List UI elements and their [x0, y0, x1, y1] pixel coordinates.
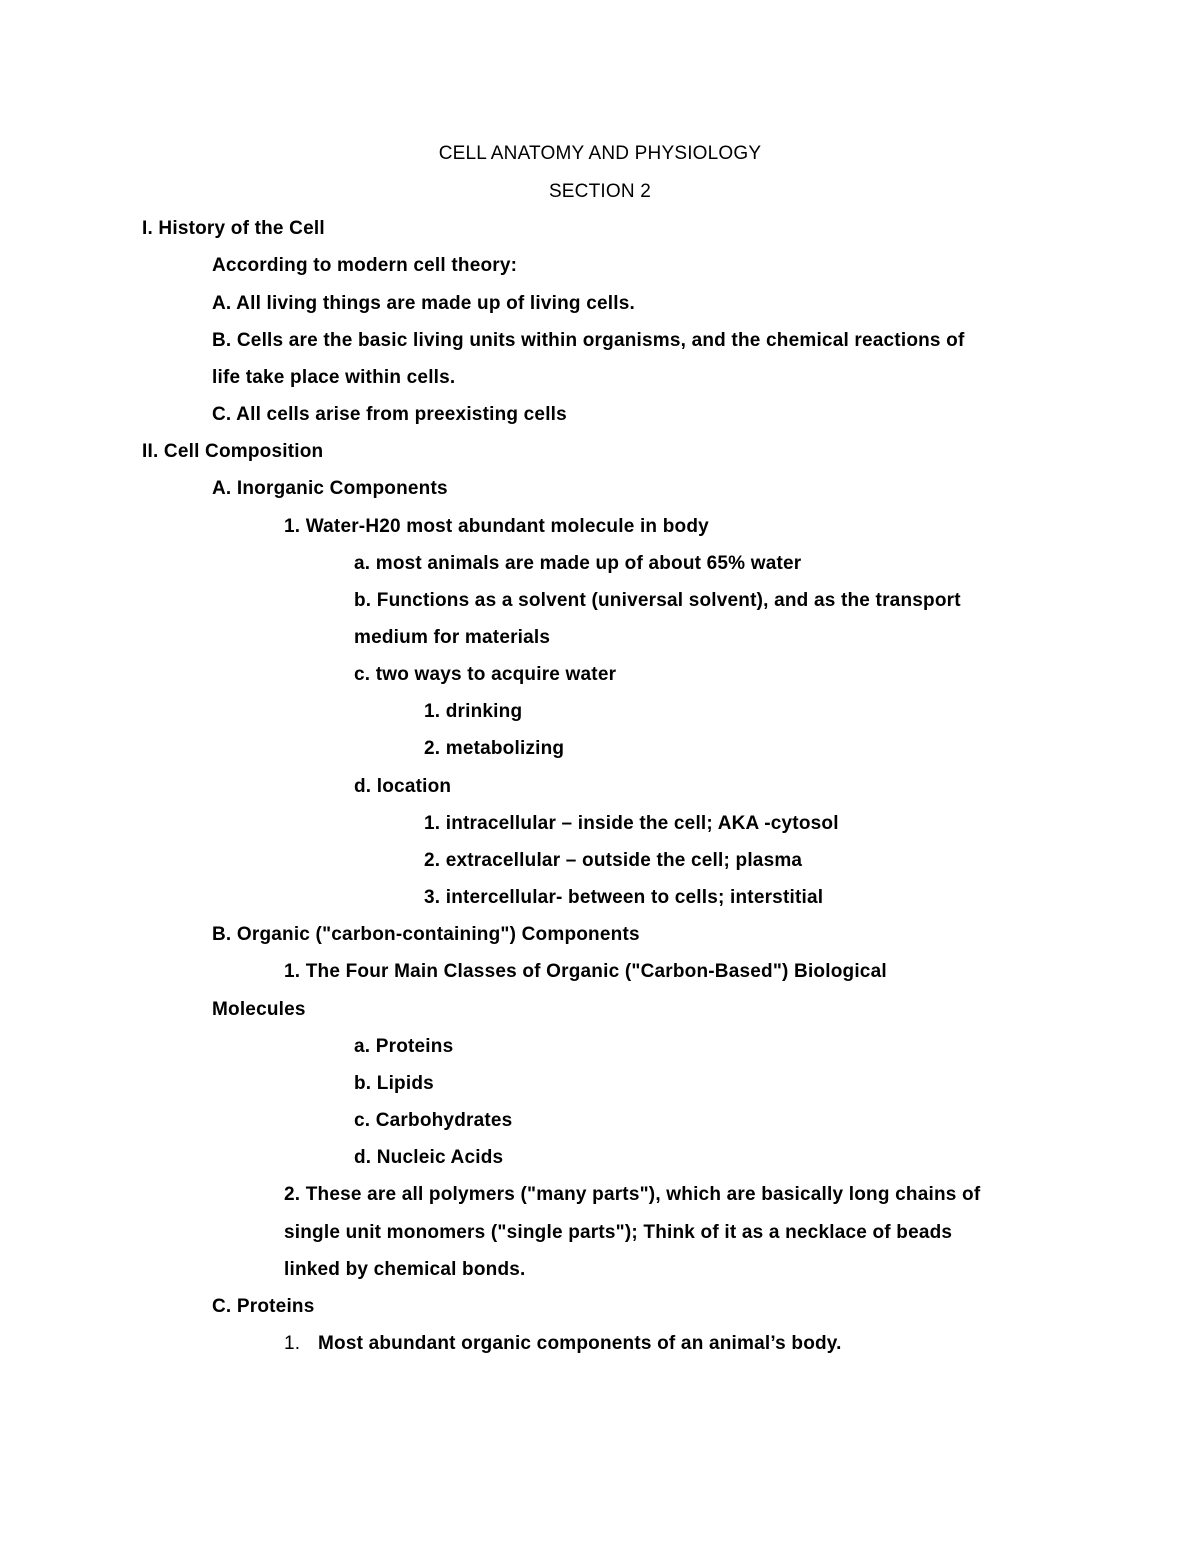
text-line: b. Functions as a solvent (universal solvent), and as the transport: [354, 590, 961, 611]
text-line: 2. These are all polymers ("many parts"), which are basically long chains of: [284, 1184, 981, 1205]
text-line: medium for materials: [354, 627, 551, 648]
text-line: Molecules: [212, 999, 306, 1020]
text-line: a. Proteins: [354, 1036, 454, 1057]
document-title: CELL ANATOMY AND PHYSIOLOGY: [438, 143, 762, 164]
text-line: d. location: [354, 776, 452, 797]
heading-history-of-cell: I. History of the Cell: [142, 218, 325, 239]
text-line: c. Carbohydrates: [354, 1110, 513, 1131]
text-line: a. most animals are made up of about 65% water: [354, 553, 802, 574]
list-number: 1.: [284, 1333, 301, 1354]
text-line: b. Lipids: [354, 1073, 434, 1094]
text-line: 2. extracellular – outside the cell; plasma: [424, 850, 803, 871]
text-line: c. two ways to acquire water: [354, 664, 617, 685]
text-line: B. Organic ("carbon-containing") Components: [212, 924, 640, 945]
text-line: life take place within cells.: [212, 367, 456, 388]
text-line: 2. metabolizing: [424, 738, 565, 759]
text-line: 1. intracellular – inside the cell; AKA -cytosol: [424, 813, 839, 834]
text-line: 1. The Four Main Classes of Organic ("Carbon-Based") Biological: [284, 961, 887, 982]
text-line: Most abundant organic components of an animal’s body.: [318, 1333, 842, 1354]
section-heading: SECTION 2: [548, 181, 652, 202]
text-line: linked by chemical bonds.: [284, 1259, 526, 1280]
text-line: According to modern cell theory:: [212, 255, 518, 276]
text-line: A. Inorganic Components: [212, 478, 448, 499]
heading-proteins: C. Proteins: [212, 1296, 315, 1317]
text-line: 1. drinking: [424, 701, 523, 722]
text-line: 3. intercellular- between to cells; interstitial: [424, 887, 824, 908]
text-line: A. All living things are made up of living cells.: [212, 293, 635, 314]
text-line: single unit monomers ("single parts"); Think of it as a necklace of beads: [284, 1222, 953, 1243]
text-line: C. All cells arise from preexisting cells: [212, 404, 567, 425]
text-line: B. Cells are the basic living units within organisms, and the chemical reactions of: [212, 330, 965, 351]
text-line: 1. Water-H20 most abundant molecule in body: [284, 516, 709, 537]
text-line: d. Nucleic Acids: [354, 1147, 504, 1168]
heading-cell-composition: II. Cell Composition: [142, 441, 324, 462]
